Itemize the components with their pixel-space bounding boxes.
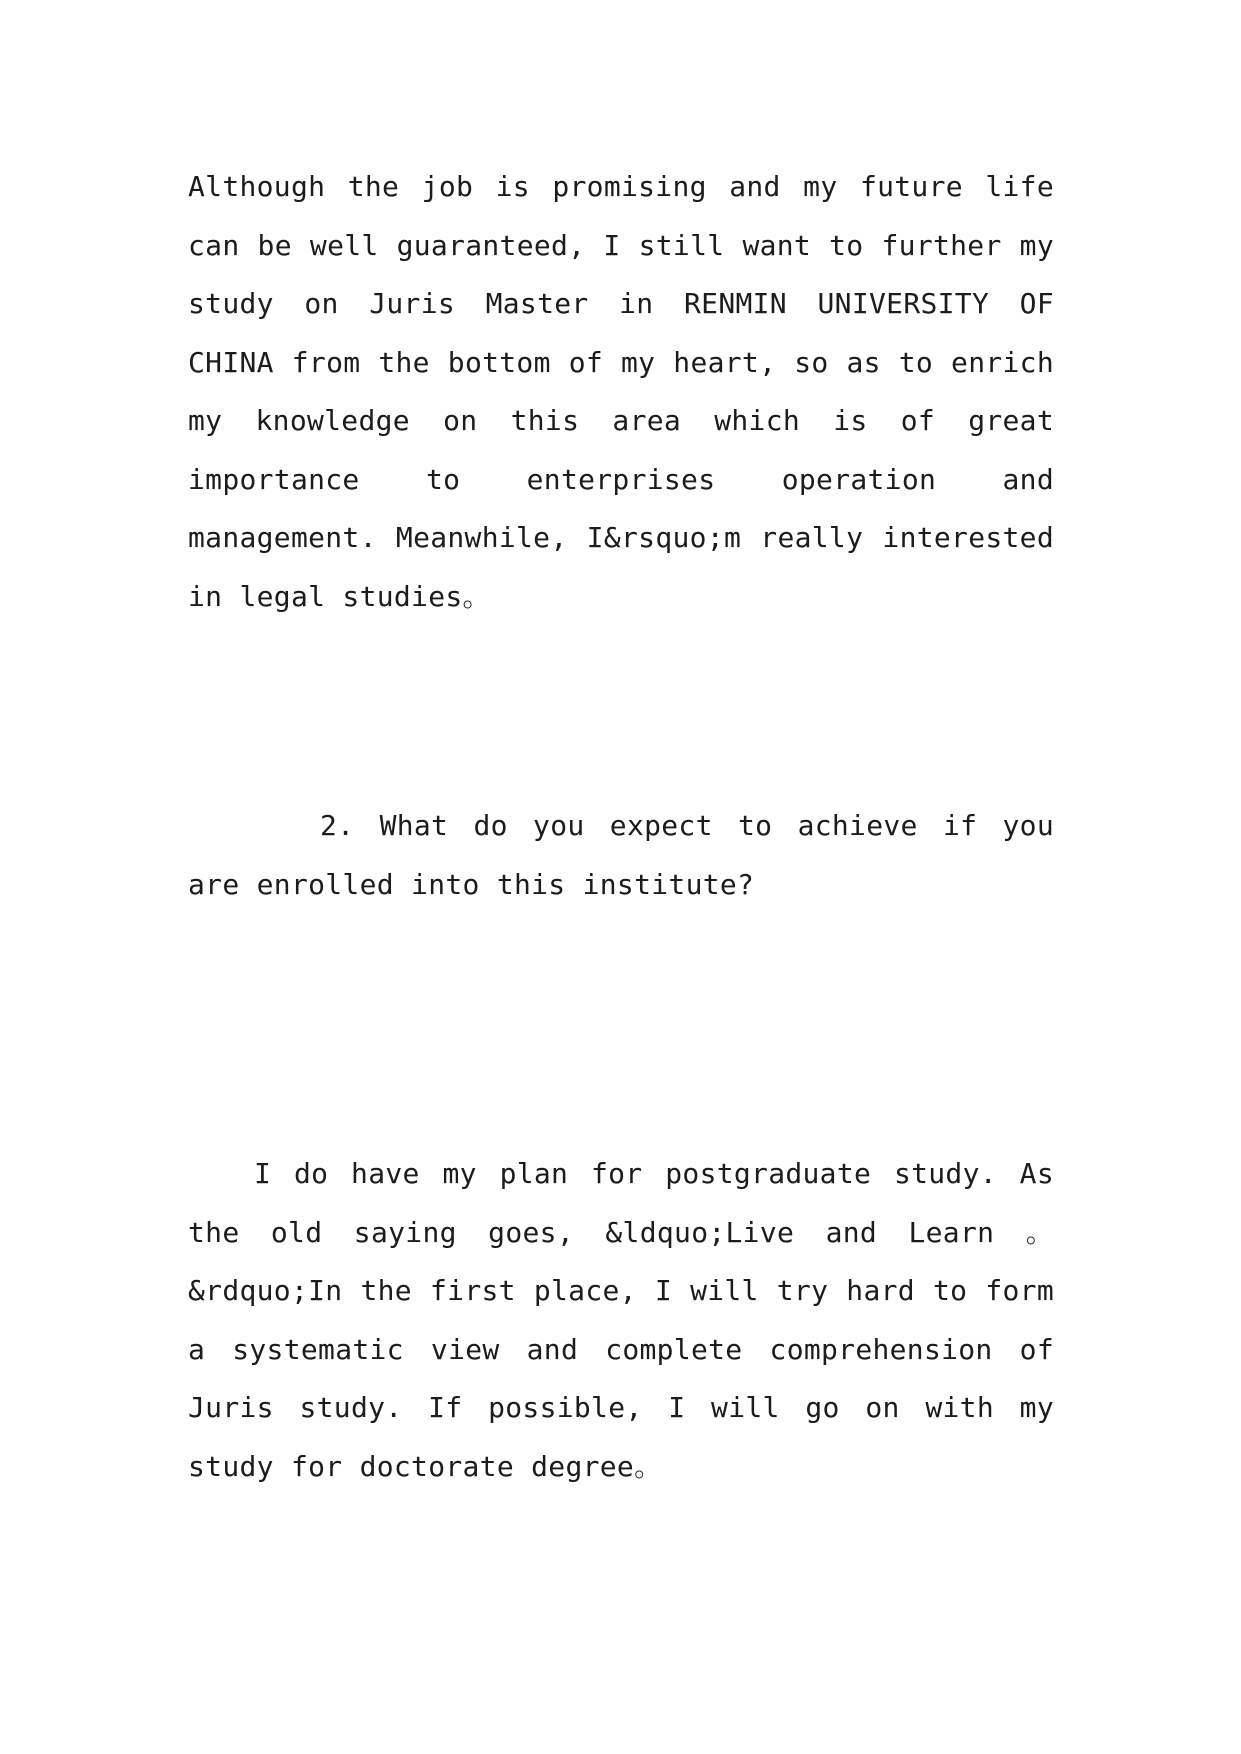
question-heading: 2. What do you expect to achieve if you are enrolled into this institute? [188, 809, 1054, 901]
paragraph-motivation: Although the job is promising and my future life can be well guaranteed, I still want to further my study on Juris Master in RENMIN UNIVERSITY OF CHINA from the bottom of my heart, so as to enrich my knowledge on this area which is of great importance to enterprises operation and management. Meanwhile, I&rsquo;m really interested in legal studies。 [188, 170, 1054, 613]
paragraph-study-plan: I do have my plan for postgraduate study. As the old saying goes, &ldquo;Live and Learn 。 &rdquo;In the first place, I will try hard to form a systematic view and complete comprehension of Juris study. If possible, I will go on with my study for doctorate degree。 [188, 1157, 1054, 1483]
